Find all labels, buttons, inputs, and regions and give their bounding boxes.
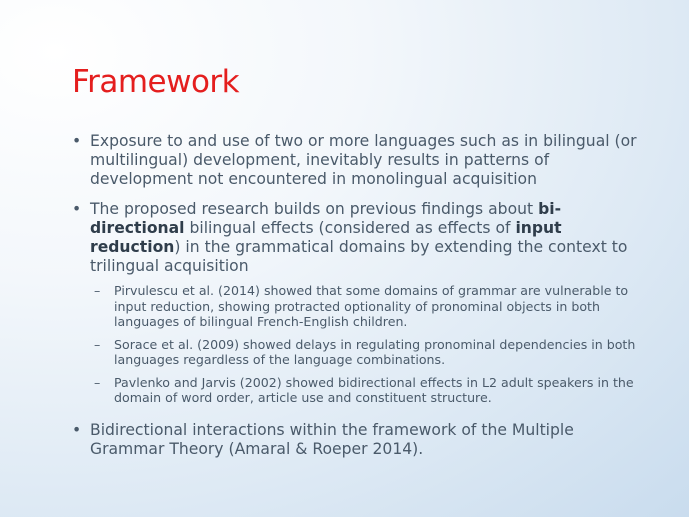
bold-text: input reduction xyxy=(90,219,562,256)
bullet-text: bilingual effects (considered as effects of xyxy=(184,219,516,237)
sub-bullet-pavlenko: – Pavlenko and Jarvis (2002) showed bidirectional effects in L2 adult speakers in the domain of word order, article use and constituent structure. xyxy=(94,375,642,406)
bullet-proposed-research xyxy=(72,200,642,406)
slide-title: Framework xyxy=(72,64,240,100)
bullet-bidirectional: • Bidirectional interactions within the framework of the Multiple Grammar Theory (Amaral & Roeper 2014). xyxy=(72,421,642,459)
slide-content xyxy=(72,132,642,470)
bullet-exposure: • Exposure to and use of two or more languages such as in bilingual (or multilingual) development, inevitably results in patterns of development not encountered in monolingual acquisition xyxy=(72,132,642,189)
sub-bullet-list xyxy=(94,283,642,406)
bullet-text: The proposed research builds on previous findings about xyxy=(90,200,539,218)
bold-text: bi-directional xyxy=(90,200,562,237)
sub-bullet-pirvulescu: – Pirvulescu et al. (2014) showed that some domains of grammar are vulnerable to input reduction, showing protracted optionality of pronominal objects in both languages of bilingual French-English children. xyxy=(94,283,642,330)
bullet-text: ) in the grammatical domains by extending the context to trilingual acquisition xyxy=(90,238,628,275)
sub-bullet-sorace: – Sorace et al. (2009) showed delays in regulating pronominal dependencies in both languages regardless of the language combinations. xyxy=(94,337,642,368)
